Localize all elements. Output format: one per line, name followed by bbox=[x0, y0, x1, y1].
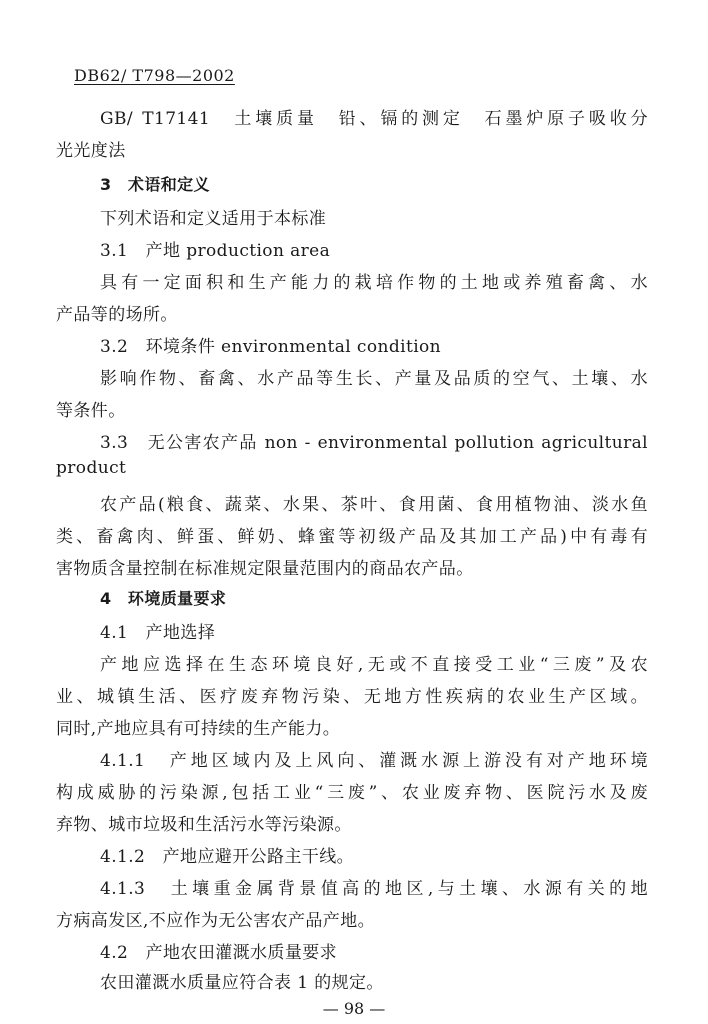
clause-4-2-text: 农田灌溉水质量应符合表 1 的规定。 bbox=[100, 973, 384, 993]
clause-4-1-text-line-3: 同时,产地应具有可持续的生产能力。 bbox=[56, 719, 341, 739]
clause-heading-4-1: 4.1 产地选择 bbox=[100, 623, 216, 643]
clause-4-1-3-line-1: 4.1.3 土壤重金属背景值高的地区,与土壤、水源有关的地 bbox=[100, 879, 648, 899]
term-heading-3-1: 3.1 产地 production area bbox=[100, 241, 331, 261]
standard-number-header: DB62/ T798—2002 bbox=[74, 66, 235, 85]
term-3-1-definition-line-1: 具有一定面积和生产能力的栽培作物的土地或养殖畜禽、水 bbox=[100, 273, 648, 293]
term-3-1-definition-line-2: 产品等的场所。 bbox=[56, 305, 178, 325]
section-heading-4: 4 环境质量要求 bbox=[100, 589, 227, 608]
reference-standard-line-2: 光光度法 bbox=[56, 141, 126, 161]
clause-4-1-3-line-2: 方病高发区,不应作为无公害农产品产地。 bbox=[56, 911, 376, 931]
term-heading-3-3-line-2: product bbox=[56, 458, 127, 478]
term-heading-3-2: 3.2 环境条件 environmental condition bbox=[100, 337, 442, 357]
section-3-intro: 下列术语和定义适用于本标准 bbox=[100, 209, 327, 229]
reference-standard-line-1: GB/ T17141 土壤质量 铅、镉的测定 石墨炉原子吸收分 bbox=[100, 109, 648, 129]
term-3-3-definition-line-2: 类、畜禽肉、鲜蛋、鲜奶、蜂蜜等初级产品及其加工产品)中有毒有 bbox=[56, 527, 648, 547]
term-heading-3-3-line-1: 3.3 无公害农产品 non - environmental pollution agricultural bbox=[100, 433, 648, 453]
clause-4-1-1-line-1: 4.1.1 产地区域内及上风向、灌溉水源上游没有对产地环境 bbox=[100, 751, 648, 771]
page-number: — 98 — bbox=[322, 999, 386, 1018]
term-3-2-definition-line-1: 影响作物、畜禽、水产品等生长、产量及品质的空气、土壤、水 bbox=[100, 369, 648, 389]
clause-4-1-1-line-3: 弃物、城市垃圾和生活污水等污染源。 bbox=[56, 815, 352, 835]
clause-heading-4-2: 4.2 产地农田灌溉水质量要求 bbox=[100, 943, 338, 963]
clause-4-1-text-line-2: 业、城镇生活、医疗废弃物污染、无地方性疾病的农业生产区域。 bbox=[56, 687, 648, 707]
term-3-2-definition-line-2: 等条件。 bbox=[56, 401, 126, 421]
section-heading-3: 3 术语和定义 bbox=[100, 175, 210, 194]
clause-4-1-2: 4.1.2 产地应避开公路主干线。 bbox=[100, 847, 355, 867]
clause-4-1-text-line-1: 产地应选择在生态环境良好,无或不直接受工业“三废”及农 bbox=[100, 655, 648, 675]
term-3-3-definition-line-1: 农产品(粮食、蔬菜、水果、茶叶、食用菌、食用植物油、淡水鱼 bbox=[100, 495, 648, 515]
clause-4-1-1-line-2: 构成威胁的污染源,包括工业“三废”、农业废弃物、医院污水及废 bbox=[56, 783, 648, 803]
term-3-3-definition-line-3: 害物质含量控制在标准规定限量范围内的商品农产品。 bbox=[56, 559, 474, 579]
